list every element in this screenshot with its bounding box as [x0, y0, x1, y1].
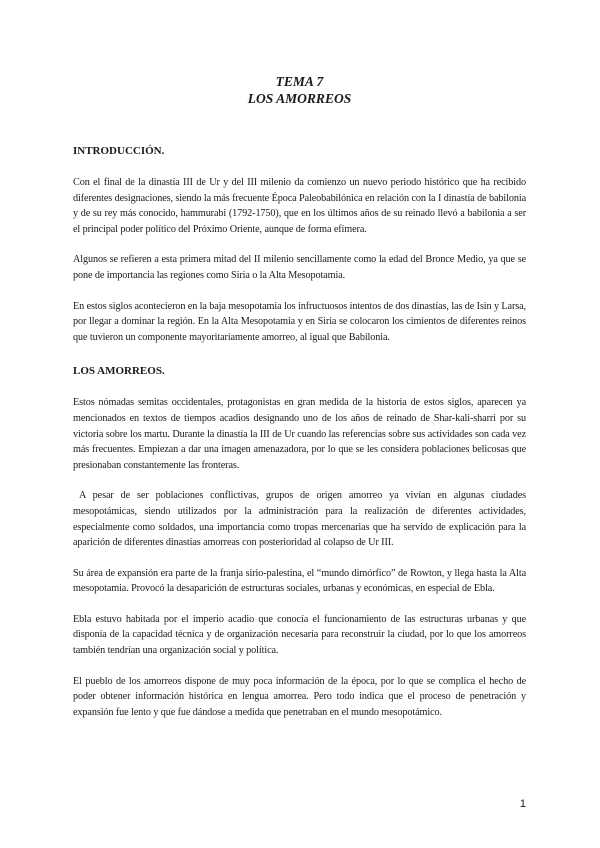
paragraph: Algunos se refieren a esta primera mitad del II milenio sencillamente como la edad del Bronce Medio, ya que se pone de importancia las regiones como Siria o la Alta Mesopotamia. — [73, 254, 526, 281]
document-page — [73, 73, 526, 735]
section-heading-introduccion: INTRODUCCIÓN. — [73, 145, 165, 157]
paragraph: Su área de expansión era parte de la franja sirio-palestina, el “mundo dimórfico” de Rowton, y llega hasta la Alta mesopotamia. Provocó la desaparición de estructuras sociales, urbanas y económicas, en especial de Ebla. — [73, 567, 526, 595]
paragraph: Con el final de la dinastía III de Ur y del III milenio da comienzo un nuevo periodo histórico que ha recibido diferentes designaciones, siendo la más frecuente Época Paleobabilónica en relación con la I dinastía de babilonia y de su rey más conocido, hammurabi (1792-1750), que en los últimos años de su reinado llevó a babilonia a ser el principal poder político del Próximo Oriente, aunque de forma efímera. — [73, 177, 526, 235]
paragraph: El pueblo de los amorreos dispone de muy poca información de la época, por lo que se complica el hecho de poder obtener información histórica en lengua amorrea. Pero todo indica que el proceso de penetración y expansión fue lento y que fue dándose a medida que penetraban en el mundo mesopotámico. — [73, 675, 526, 718]
page-number: 1 — [519, 798, 526, 810]
paragraph: En estos siglos acontecieron en la baja mesopotamia los infructuosos intentos de dos dinastías, las de Isin y Larsa, por llegar a dominar la región. En la Alta Mesopotamia y en Siria se colocaron los cimientos de diferentes reinos que tuvieron un componente mayoritariamente amorreo, al igual que Babilonia. — [73, 300, 526, 343]
section-heading-los-amorreos: LOS AMORREOS. — [73, 365, 165, 378]
document-title-topic: TEMA 7 — [275, 74, 324, 89]
paragraph: Ebla estuvo habitada por el imperio acadio que conocía el funcionamiento de las estructuras urbanas y que disponía de la capacidad técnica y de organización necesaria para reconstruir la ciudad, por lo que los amorreos también tendrían una organización social y política. — [73, 613, 526, 657]
paragraph: Estos nómadas semitas occidentales, protagonistas en gran medida de la historia de estos siglos, aparecen ya mencionados en textos de tiempos acadios designando uno de los años de reinado de Shar-kali-sharri por su victoria sobre los martu. Durante la dinastía la III de Ur cuando las referencias sobre sus actividades son cada vez más frecuentes. Empiezan a dar una imagen amenazadora, por lo que se les considera poblaciones belicosas que presionaban constantemente las fronteras. — [73, 397, 526, 471]
paragraph: A pesar de ser poblaciones conflictivas, grupos de origen amorreo ya vivían en algunas ciudades mesopotámicas, siendo utilizados por la administración para la realización de diferentes actividades, especialmente como soldados, una importancia como tropas mercenarias que ha servido de explicación para la aparición de diferentes dinastías amorreas con posterioridad al colapso de Ur III. — [73, 490, 526, 549]
document-title: LOS AMORREOS — [247, 91, 352, 106]
